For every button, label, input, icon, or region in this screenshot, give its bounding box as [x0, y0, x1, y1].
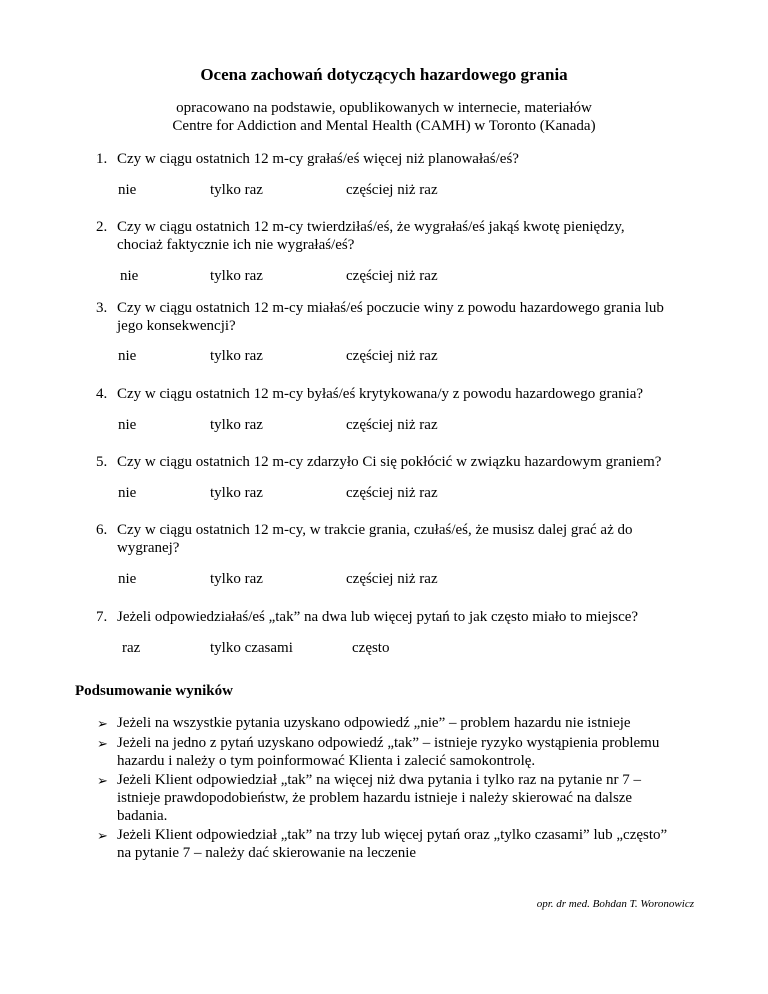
summary-item-text: hazardu i należy o tym poinformować Klienta i zalecić samokontrolę.	[117, 753, 536, 769]
answer-option: tylko raz	[210, 182, 263, 198]
subtitle-line-2: Centre for Addiction and Mental Health (CAMH) w Toronto (Kanada)	[172, 118, 596, 134]
summary-heading: Podsumowanie wyników	[75, 683, 233, 699]
answer-option: częściej niż raz	[346, 417, 438, 433]
question-text: Czy w ciągu ostatnich 12 m-cy twierdziłaś/eś, że wygrałaś/eś jakąś kwotę pieniędzy,	[117, 219, 625, 235]
question-number: 2.	[96, 219, 108, 235]
question-number: 4.	[96, 386, 108, 402]
question-text: jego konsekwencji?	[117, 318, 236, 334]
answer-option: tylko raz	[210, 348, 263, 364]
question-number: 6.	[96, 522, 108, 538]
question-number: 7.	[96, 609, 108, 625]
answer-option: częściej niż raz	[346, 485, 438, 501]
answer-option: nie	[118, 417, 137, 433]
summary-item-text: na pytanie 7 – należy dać skierowanie na leczenie	[117, 845, 417, 861]
summary-item-text: Jeżeli Klient odpowiedział „tak” na trzy lub więcej pytań oraz „tylko czasami” lub „często”	[117, 827, 668, 843]
arrow-bullet-icon: ➢	[97, 773, 108, 788]
summary-item-text: Jeżeli na wszystkie pytania uzyskano odpowiedź „nie” – problem hazardu nie istnieje	[117, 715, 631, 731]
summary-item-text: Jeżeli Klient odpowiedział „tak” na więcej niż dwa pytania i tylko raz na pytanie nr 7 –	[117, 772, 641, 788]
answer-option: nie	[118, 571, 137, 587]
answer-option: często	[352, 640, 390, 656]
answer-option: częściej niż raz	[346, 268, 438, 284]
arrow-bullet-icon: ➢	[97, 736, 108, 751]
arrow-bullet-icon: ➢	[97, 716, 108, 731]
answer-option: częściej niż raz	[346, 348, 438, 364]
answer-option: tylko raz	[210, 417, 263, 433]
answer-option: nie	[118, 485, 137, 501]
subtitle-line-1: opracowano na podstawie, opublikowanych w internecie, materiałów	[176, 100, 592, 116]
question-number: 5.	[96, 454, 108, 470]
summary-item-text: istnieje prawdopodobieństw, że problem hazardu istnieje i należy skierować na dalsze	[117, 790, 633, 806]
question-text: Czy w ciągu ostatnich 12 m-cy, w trakcie grania, czułaś/eś, że musisz dalej grać aż do	[117, 522, 633, 538]
answer-option: tylko raz	[210, 268, 263, 284]
question-number: 1.	[96, 151, 108, 167]
answer-option: nie	[118, 182, 137, 198]
question-number: 3.	[96, 300, 108, 316]
answer-option: tylko raz	[210, 571, 263, 587]
question-text: wygranej?	[117, 540, 180, 556]
answer-option: nie	[118, 348, 137, 364]
question-text: Czy w ciągu ostatnich 12 m-cy byłaś/eś krytykowana/y z powodu hazardowego grania?	[117, 386, 644, 402]
answer-option: raz	[122, 640, 141, 656]
answer-option: nie	[120, 268, 139, 284]
question-text: chociaż faktycznie ich nie wygrałaś/eś?	[117, 237, 355, 253]
arrow-bullet-icon: ➢	[97, 828, 108, 843]
answer-option: częściej niż raz	[346, 182, 438, 198]
summary-item-text: badania.	[117, 808, 168, 824]
summary-item-text: Jeżeli na jedno z pytań uzyskano odpowiedź „tak” – istnieje ryzyko wystąpienia problemu	[117, 735, 660, 751]
question-text: Jeżeli odpowiedziałaś/eś „tak” na dwa lub więcej pytań to jak często miało to miejsce?	[117, 609, 639, 625]
answer-option: tylko raz	[210, 485, 263, 501]
question-text: Czy w ciągu ostatnich 12 m-cy miałaś/eś poczucie winy z powodu hazardowego grania lub	[117, 300, 664, 316]
answer-option: częściej niż raz	[346, 571, 438, 587]
page-title: Ocena zachowań dotyczących hazardowego grania	[200, 65, 568, 84]
question-text: Czy w ciągu ostatnich 12 m-cy grałaś/eś więcej niż planowałaś/eś?	[117, 151, 519, 167]
question-text: Czy w ciągu ostatnich 12 m-cy zdarzyło Ci się pokłócić w związku hazardowym graniem?	[117, 454, 662, 470]
answer-option: tylko czasami	[210, 640, 293, 656]
author-footer: opr. dr med. Bohdan T. Woronowicz	[536, 898, 694, 910]
